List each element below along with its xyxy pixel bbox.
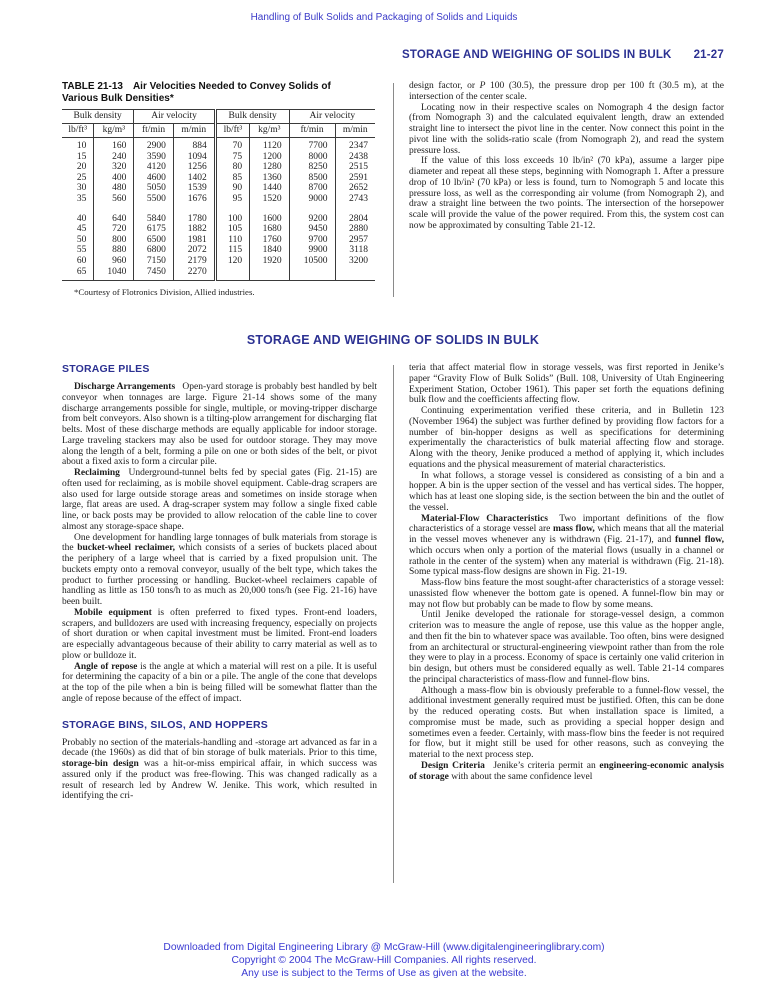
table-cell: 65 <box>76 266 87 277</box>
table-row <box>62 173 375 184</box>
section-heading: STORAGE AND WEIGHING OF SOLIDS IN BULK <box>246 333 540 348</box>
table-cell <box>250 267 290 281</box>
table-cell: 1440 <box>250 183 290 194</box>
table-cell: 6800 <box>134 245 173 256</box>
table-cell: 105 <box>215 224 249 235</box>
table-cell: 4600 <box>134 173 173 184</box>
top-section <box>62 81 724 297</box>
table-cell: 2438 <box>335 152 375 163</box>
table-cell: 480 <box>94 183 134 194</box>
table-cell: 8700 <box>289 183 335 194</box>
table-cell: 25 <box>76 172 87 183</box>
footer-line-download: Downloaded from Digital Engineering Library @ McGraw-Hill (www.digitalengineeringlibrary.com) <box>163 942 605 953</box>
page-content <box>62 81 724 883</box>
table-cell: 1680 <box>250 224 290 235</box>
table-row <box>62 267 375 281</box>
table-number: TABLE 21-13 <box>62 81 123 92</box>
table-cell: 55 <box>76 245 87 256</box>
table-cell: 1402 <box>173 173 215 184</box>
table-cell: 9700 <box>289 235 335 246</box>
paragraph <box>409 103 724 157</box>
table-cell: 50 <box>76 234 87 245</box>
air-velocity-table <box>62 109 375 281</box>
page-number: 21-27 <box>693 49 724 61</box>
text-run: Although a mass-flow bin is obviously preferable to a funnel-flow vessel, the additional investment generally required must be justified. Often, this can be done by the reduced operating costs. But when installation space is limited, a compromise must be made, such as providing a special hopper design and sometimes even a feeder. Certainly, with mass-flow bins the feeder is not required for flow, but it might still be used for other reasons, such as conveying the material to the next process step. <box>409 685 724 761</box>
text-run: Probably no section of the materials-handling and -storage art advanced as far in a decade (the 1960s) as did that of bin storage of bulk materials. Prior to this time, <box>62 737 377 759</box>
table-cell: 8000 <box>289 152 335 163</box>
table-cell: 880 <box>94 245 134 256</box>
paragraph <box>409 514 724 579</box>
text-run: Until Jenike developed the rationale for storage-vessel design, a common criterion was to measure the angle of repose, use this value as the hopper angle, and then fit the bin to whatever space was available. Too often, bins were designed from an architectural or structural-engineering viewpoint rather than from the role they were to play in a process. Economy of space is certainly one valid criterion in bin design, but others must be considered equally as well. Table 21-14 compares the principal characteristics of mass-flow and funnel-flow bins. <box>409 610 724 685</box>
table-cell: 3200 <box>335 256 375 267</box>
unit-header: lb/ft³ <box>62 124 94 138</box>
table-cell: 100 <box>215 205 249 225</box>
text-run: One development for handling large tonnages of bulk materials from storage is the <box>62 532 377 554</box>
table-cell: 1094 <box>173 152 215 163</box>
text-run: Underground-tunnel belts fed by special gates (Fig. 21-15) are often used for reclaiming, as is mobile shovel equipment. Cable-drag scrapers are also used for large outside storage areas and sometimes on inside storage when large, flat areas are used. A drag-scraper system may follow a single fixed cable line, or back posts may be provided to allow relocation of the cable line to cover almost any storage-space shape. <box>62 468 377 532</box>
top-right-column <box>409 81 724 297</box>
subheading-storage-piles: STORAGE PILES <box>62 363 150 376</box>
table-cell: 640 <box>94 205 134 225</box>
footer-line-terms: Any use is subject to the Terms of Use as given at the website. <box>241 968 527 979</box>
bold-run: Angle of repose <box>74 661 138 672</box>
unit-header: m/min <box>173 124 215 138</box>
table-cell: 1760 <box>250 235 290 246</box>
table-cell: 720 <box>94 224 134 235</box>
unit-header: lb/ft³ <box>215 124 249 138</box>
bold-run: engineering-economic analysis of storage <box>409 760 724 782</box>
table-cell: 2743 <box>335 194 375 205</box>
table-cell: 240 <box>94 152 134 163</box>
table-row <box>62 245 375 256</box>
table-cell: 10500 <box>289 256 335 267</box>
unit-header: kg/m³ <box>94 124 134 138</box>
column-header: Air velocity <box>289 110 375 124</box>
column-header: Bulk density <box>62 110 134 124</box>
bold-run: Mobile equipment <box>74 607 152 618</box>
table-row <box>62 235 375 246</box>
running-head <box>62 49 724 61</box>
table-cell: 160 <box>94 138 134 152</box>
table-cell: 9900 <box>289 245 335 256</box>
unit-header: kg/m³ <box>250 124 290 138</box>
table-cell <box>215 267 249 281</box>
bold-run: bucket-wheel reclaimer, <box>77 543 175 554</box>
table-cell: 110 <box>215 235 249 246</box>
text-run: Two important definitions of the flow characteristics of a storage vessel are <box>409 513 724 535</box>
column-header: Air velocity <box>134 110 215 124</box>
paragraph <box>409 406 724 471</box>
bold-run: Design Criteria <box>421 760 485 771</box>
subheading-storage-bins: STORAGE BINS, SILOS, AND HOPPERS <box>62 718 268 731</box>
table-cell: 1200 <box>250 152 290 163</box>
paragraph <box>62 533 377 608</box>
italic-run: P <box>479 81 486 91</box>
table-cell: 884 <box>173 138 215 152</box>
bold-run: Discharge Arrangements <box>74 382 176 393</box>
table-cell: 2804 <box>335 205 375 225</box>
table-cell: 8500 <box>289 173 335 184</box>
running-head-title: STORAGE AND WEIGHING OF SOLIDS IN BULK <box>402 49 672 61</box>
table-cell: 800 <box>94 235 134 246</box>
paragraph <box>62 662 377 705</box>
table-cell <box>289 267 335 281</box>
table-cell: 80 <box>215 162 249 173</box>
table-cell: 30 <box>76 183 87 194</box>
storage-piles-text <box>62 382 377 705</box>
table-cell: 2900 <box>134 138 173 152</box>
storage-bins-text <box>62 738 377 803</box>
table-cell: 2652 <box>335 183 375 194</box>
table-cell: 7700 <box>289 138 335 152</box>
text-run: Continuing experimentation verified these criteria, and in Bulletin 123 (November 1964) the subject was further defined by providing flow factors for a number of bin-hopper designs as well as specifications for determining experimentally the characteristics of bulk material affecting flow and storage. Along with the theory, Jenike produced a method of applying it, which includes equations and the physical measurement of material characteristics. <box>409 406 724 470</box>
table-row <box>62 194 375 205</box>
main-section <box>62 363 724 883</box>
table-cell: 2515 <box>335 162 375 173</box>
column-divider <box>393 365 394 883</box>
table-cell: 4120 <box>134 162 173 173</box>
paragraph <box>62 382 377 468</box>
text-run: Mass-flow bins feature the most sought-after characteristics of a storage vessel: unassisted flow whenever the bottom gate is opened. A funnel-flow bin may or may not flow but probably can be made to flow by some means. <box>409 578 724 610</box>
table-cell: 115 <box>215 245 249 256</box>
group-header-row <box>62 110 375 124</box>
table-caption: Air Velocities Needed to Convey Solids of Various Bulk Densities* <box>62 81 331 104</box>
table-cell: 1120 <box>250 138 290 152</box>
table-head <box>62 110 375 138</box>
table-cell: 7150 <box>134 256 173 267</box>
paragraph <box>409 610 724 685</box>
table-cell: 560 <box>94 194 134 205</box>
page-footer <box>0 941 768 980</box>
table-row <box>62 138 375 152</box>
book-title: Handling of Bulk Solids and Packaging of Solids and Liquids <box>250 12 518 23</box>
paragraph <box>409 471 724 514</box>
table-cell: 10 <box>76 141 87 151</box>
table-cell: 9200 <box>289 205 335 225</box>
text-run: with about the same confidence level <box>448 771 593 782</box>
table-cell: 90 <box>215 183 249 194</box>
text-run: In what follows, a storage vessel is considered as consisting of a bin and a hopper. A bin is the upper section of the vessel and has vertical sides. The hopper, which has at least one sloping side, is the section between the bin and the outlet of the vessel. <box>409 470 724 513</box>
table-cell: 9000 <box>289 194 335 205</box>
table-cell: 45 <box>76 224 87 235</box>
table-cell: 6175 <box>134 224 173 235</box>
text-run: Jenike’s criteria permit an <box>484 760 600 771</box>
table-cell: 2179 <box>173 256 215 267</box>
table-body <box>62 138 375 281</box>
table-cell: 1676 <box>173 194 215 205</box>
table-cell <box>335 267 375 281</box>
table-row <box>62 152 375 163</box>
table-cell: 2880 <box>335 224 375 235</box>
text-run: which occurs when only a portion of the material flows (usually in a channel or rathole in the center of the system) when any material is withdrawn (Fig. 21-18). Some typical mass-flow designs are shown in Fig. 21-19. <box>409 545 724 578</box>
table-cell: 1360 <box>250 173 290 184</box>
table-title <box>62 81 362 104</box>
main-right-column <box>409 363 724 883</box>
text-run: Locating now in their respective scales on Nomograph 4 the design factor (from Nomograph 3) and the calculated equivalent length, draw an extended straight line to intersect the pivot line in the center. Now connect this point in the pivot line with the solids-ratio scale (from Nomograph 2), and read the system pressure loss. <box>409 102 724 156</box>
unit-header-row <box>62 124 375 138</box>
table-cell: 320 <box>94 162 134 173</box>
table-cell: 1520 <box>250 194 290 205</box>
table-cell: 2072 <box>173 245 215 256</box>
table-cell: 95 <box>215 194 249 205</box>
paragraph <box>409 686 724 761</box>
table-cell: 1600 <box>250 205 290 225</box>
paragraph <box>62 738 377 803</box>
table-cell: 1920 <box>250 256 290 267</box>
paragraph <box>409 578 724 610</box>
table-cell: 1882 <box>173 224 215 235</box>
bold-run: mass flow, <box>552 524 595 535</box>
unit-header: m/min <box>335 124 375 138</box>
text-run: design factor, or <box>409 81 480 91</box>
text-run: which means that all the material in the vessel moves whenever any is withdrawn (Fig. 21-17), and <box>409 524 724 546</box>
text-run: teria that affect material flow in storage vessels, was first reported in Jenike’s paper “Gravity Flow of Bulk Solids” (Bull. 108, University of Utah Engineering Experiment Station, October 1961). This paper set forth the equations defining bulk flow and the coefficients affecting flow. <box>409 363 724 406</box>
text-run: is often preferred to fixed types. Front-end loaders, scrapers, and bulldozers are used with increasing frequency, especially on projects of short duration or when capital investment must be limited. Front-end loaders are especially advantageous because of their ability to carry material as well as to plow or bulldoze it. <box>62 607 377 661</box>
table-cell: 70 <box>215 138 249 152</box>
table-cell: 6500 <box>134 235 173 246</box>
table-cell: 2270 <box>173 267 215 281</box>
paragraph <box>409 81 724 103</box>
text-run: Open-yard storage is probably best handled by belt conveyor when tonnages are large. Figure 21-14 shows some of the many discharge arrangements possible for single, multiple, or moving-tripper discharge from belt conveyors. Also shown is a tilting-plow arrangement for discharging flat belts. Most of these discharge methods are equally applicable for indoor storage. Large traveling stackers may also be used for outdoor storage. They may move along the length of a belt, forming a pile on one or both sides of the belt, or pivot about a fixed axis to form a circular pile. <box>62 382 377 468</box>
table-cell: 7450 <box>134 267 173 281</box>
table-cell: 3590 <box>134 152 173 163</box>
table-cell: 5840 <box>134 205 173 225</box>
table-footnote: *Courtesy of Flotronics Division, Allied industries. <box>74 287 255 298</box>
table-cell: 1981 <box>173 235 215 246</box>
table-cell: 3118 <box>335 245 375 256</box>
table-cell: 60 <box>76 255 87 266</box>
table-cell: 8250 <box>289 162 335 173</box>
table-row <box>62 256 375 267</box>
bold-run: Material-Flow Characteristics <box>421 513 548 524</box>
text-run: 100 (30.5), the pressure drop per 100 ft (30.5 m), at the intersection of the center scale. <box>409 81 724 102</box>
table-cell: 1040 <box>94 267 134 281</box>
table-cell: 5050 <box>134 183 173 194</box>
unit-header: ft/min <box>134 124 173 138</box>
footer-line-copyright: Copyright © 2004 The McGraw-Hill Companies. All rights reserved. <box>231 955 537 966</box>
bold-run: storage-bin design <box>62 759 139 770</box>
table-column <box>62 81 377 297</box>
table-cell: 85 <box>215 173 249 184</box>
text-run: which consists of a series of buckets placed about the periphery of a large wheel that is carried by a fixed propulsion unit. The buckets empty onto a removal conveyor, usually of the belt type, which takes the product to further processing or handling. Bucket-wheel reclaimers capable of handling as little as 150 tons/h to as much as 20,000 tons/h (see Fig. 21-16) have been built. <box>62 543 377 608</box>
text-run: If the value of this loss exceeds 10 lb/in² (70 kPa), assume a larger pipe diameter and repeat all these steps, beginning with Nomograph 1. After a pressure drop of 10 lb/in² (70 kPa) or less is found, turn to Nomograph 5 and locate this pressure loss, as well as the corresponding air volume (from Nomograph 2), and draw a straight line between the two points. The intersection of the horsepower scale will provide the value of the power required. From this, the system cost can now be approximated by consulting Table 21-12. <box>409 156 724 231</box>
column-divider <box>393 83 394 297</box>
table-cell: 400 <box>94 173 134 184</box>
table-cell: 1840 <box>250 245 290 256</box>
column-header: Bulk density <box>215 110 289 124</box>
table-row <box>62 183 375 194</box>
text-run: is the angle at which a material will rest on a pile. It is useful for determining the capacity of a bin or a pile. The angle of the cone that develops at the top of the pile when a bin is being filled will be somewhat flatter than the angle of repose because of the effect of impact. <box>62 661 377 704</box>
bold-run: Reclaiming <box>74 468 120 479</box>
paragraph <box>409 363 724 406</box>
table-cell: 2591 <box>335 173 375 184</box>
table-cell: 1780 <box>173 205 215 225</box>
table-cell: 1256 <box>173 162 215 173</box>
table-cell: 1539 <box>173 183 215 194</box>
paragraph <box>62 468 377 533</box>
table-cell: 9450 <box>289 224 335 235</box>
table-cell: 1280 <box>250 162 290 173</box>
paragraph <box>409 156 724 231</box>
table-cell: 20 <box>76 162 87 173</box>
table-cell: 2347 <box>335 138 375 152</box>
table-cell: 40 <box>76 213 87 224</box>
unit-header: ft/min <box>289 124 335 138</box>
table-cell: 960 <box>94 256 134 267</box>
table-cell: 5500 <box>134 194 173 205</box>
table-cell: 15 <box>76 151 87 162</box>
table-row <box>62 205 375 225</box>
table-cell: 120 <box>215 256 249 267</box>
main-left-column <box>62 363 377 883</box>
bold-run: funnel flow, <box>675 535 724 546</box>
table-cell: 2957 <box>335 235 375 246</box>
paragraph <box>62 608 377 662</box>
table-cell: 75 <box>215 152 249 163</box>
paragraph <box>409 761 724 783</box>
table-row <box>62 162 375 173</box>
table-row <box>62 224 375 235</box>
text-run: was a hit-or-miss empirical affair, in which success was assured only if the product was free-flowing. This was changed radically as a result of research led by Andrew W. Jenike. This work, which resulted in identifying the cri- <box>62 759 377 802</box>
table-cell: 35 <box>76 193 87 204</box>
